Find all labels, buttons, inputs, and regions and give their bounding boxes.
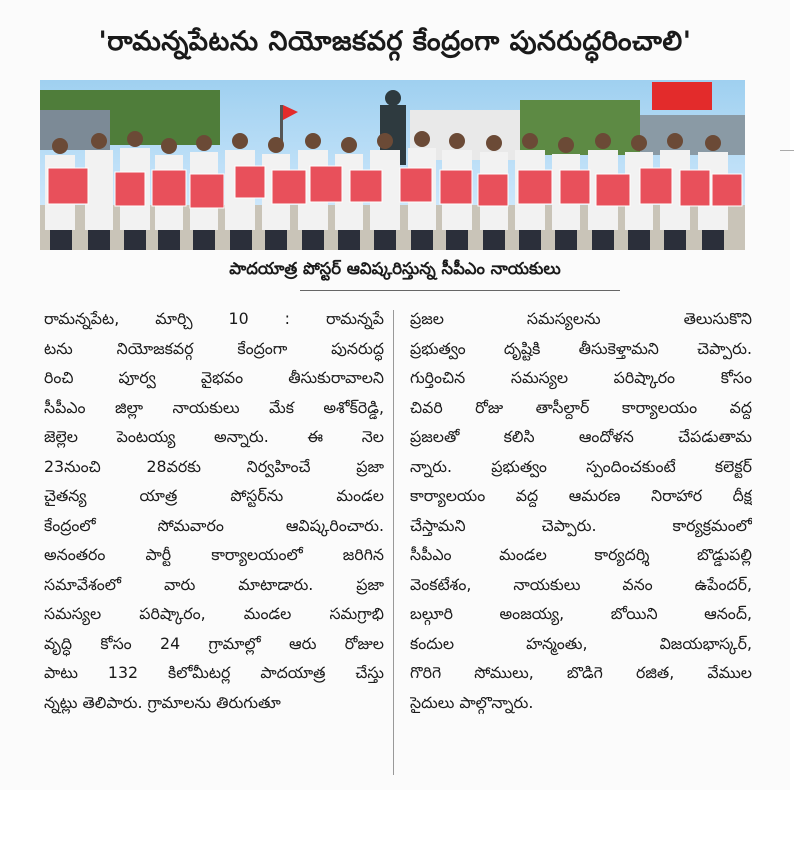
article-line: పాటు 132 కిలోమీటర్ల పాదయాత్ర చేస్తు (44, 663, 384, 682)
article-line: అనంతరం పార్టీ కార్యాలయంలో జరిగిన (44, 545, 384, 564)
article-line: బల్గూరి అంజయ్య, బోయిని ఆనంద్, (410, 604, 752, 623)
protest-photo (40, 80, 745, 250)
photo-caption: పాదయాత్ర పోస్టర్ ఆవిష్కరిస్తున్న సీపీఎం నాయకులు (229, 259, 561, 278)
article-line: సీపీఎం మండల కార్యదర్శి బొడ్డుపల్లి (410, 545, 752, 564)
article-line: న్నారు. ప్రభుత్వం స్పందించకుంటే కలెక్టర్ (410, 456, 752, 476)
article-line: రామన్నపేట, మార్చి 10 : రామన్నపే (44, 309, 384, 328)
article-line: సీపీఎం జిల్లా నాయకులు మేక అశోక్‌రెడ్డి, (44, 397, 384, 417)
article-line: రించి పూర్వ వైభవం తీసుకురావాలని (44, 368, 384, 387)
article-line: న్నట్లు తెలిపారు. గ్రామాలను తిరుగుతూ (44, 692, 281, 712)
article-line: కార్యాలయం వద్ద ఆమరణ నిరాహార దీక్ష (410, 486, 752, 505)
article-line: గొరిగె సోములు, బొడిగె రజిత, వేముల (410, 663, 752, 682)
article-line: చైతన్య యాత్ర పోస్టర్‌ను మండల (44, 486, 384, 505)
article-line: ప్రజల సమస్యలను తెలుసుకొని (410, 309, 752, 328)
article-line: సైదులు పాల్గొన్నారు. (410, 692, 534, 712)
photo-illustration (40, 80, 745, 250)
caption-underline (300, 290, 620, 291)
article-column-left (44, 304, 384, 717)
article-line: సమావేశంలో వారు మాటాడారు. ప్రజా (44, 574, 384, 594)
headline: 'రామన్నపేటను నియోజకవర్గ కేంద్రంగా పునరుద్ధరించాలి' (98, 26, 692, 57)
article-line: టను నియోజకవర్గ కేంద్రంగా పునరుద్ధ (44, 338, 384, 358)
article-line: ప్రభుత్వం దృష్టికి తీసుకెళ్తామని చెప్పారు. (410, 338, 752, 358)
article-line: కందుల హన్మంతు, విజయభాస్కర్, (410, 633, 752, 653)
article-line: సమస్యల పరిష్కారం, మండల సమగ్రాభి (44, 604, 384, 623)
column-divider (393, 310, 394, 775)
article-line: కేంద్రంలో సోమవారం ఆవిష్కరించారు. (44, 515, 384, 535)
article-line: చివరి రోజు తాసీల్దార్ కార్యాలయం వద్ద (410, 397, 752, 417)
article-line: జెల్లెల పెంటయ్య అన్నారు. ఈ నెల (44, 427, 384, 446)
page-edge-mark (780, 150, 794, 151)
article-line: వెంకటేశం, నాయకులు వనం ఉపేందర్, (410, 574, 752, 594)
article-column-right (410, 304, 752, 717)
article-line: గుర్తించిన సమస్యల పరిష్కారం కోసం (410, 368, 752, 387)
article-line: చేస్తామని చెప్పారు. కార్యక్రమంలో (410, 515, 752, 535)
article-line: వృద్ధి కోసం 24 గ్రామాల్లో ఆరు రోజుల (44, 633, 384, 653)
article-line: ప్రజలతో కలిసి ఆందోళన చేపడుతామ (410, 427, 752, 446)
article-line: 23నుంచి 28వరకు నిర్వహించే ప్రజా (44, 456, 384, 476)
